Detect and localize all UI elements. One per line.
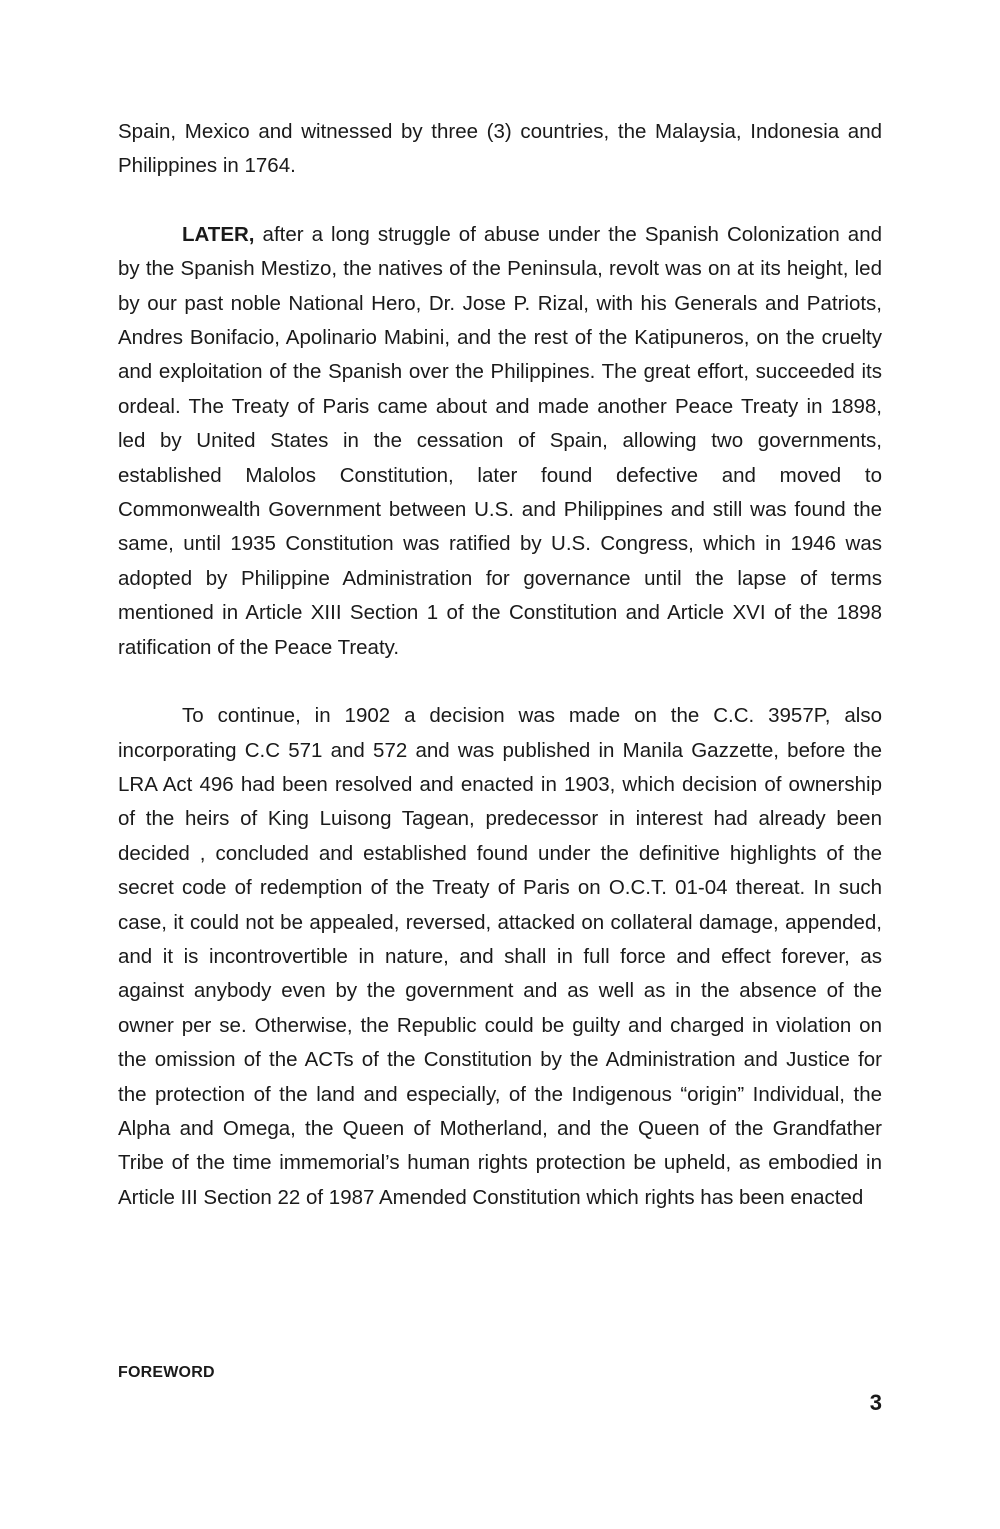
paragraph-1 bbox=[118, 115, 882, 184]
paragraph-2-lead: LATER, bbox=[182, 222, 255, 246]
footer-section-label: FOREWORD bbox=[118, 1364, 215, 1381]
paragraph-2-text: after a long struggle of abuse under the Spanish Colonization and by the Spanish Mestizo, the natives of the Peninsula, revolt was on at its height, led by our past noble National Hero, Dr. Jose P. Rizal, with his Generals and Patriots, Andres Bonifacio, Apolinario Mabini, and the rest of the Katipuneros, on the cruelty and exploitation of the Spanish over the Philippines. The great effort, succeeded its ordeal. The Treaty of Paris came about and made another Peace Treaty in 1898, led by United States in the cessation of Spain, allowing two governments, established Malolos Constitution, later found defective and moved to Commonwealth Government between U.S. and Philippines and still was found the same, until 1935 Constitution was ratified by U.S. Congress, which in 1946 was adopted by Philippine Administration for governance until the lapse of terms mentioned in Article XIII Section 1 of the Constitution and Article XVI of the 1898 ratification of the Peace Treaty. bbox=[118, 222, 882, 659]
page-number: 3 bbox=[869, 1390, 882, 1415]
paragraph-1-text: Spain, Mexico and witnessed by three (3) countries, the Malaysia, Indonesia and Philippines in 1764. bbox=[118, 120, 882, 178]
paragraph-3-text: To continue, in 1902 a decision was made on the C.C. 3957P, also incorporating C.C 571 and 572 and was published in Manila Gazzette, before the LRA Act 496 had been resolved and enacted in 1903, which decision of ownership of the heirs of King Luisong Tagean, predecessor in interest had already been decided , concluded and established found under the definitive highlights of the secret code of redemption of the Treaty of Paris on O.C.T. 01-04 thereat. In such case, it could not be appealed, reversed, attacked on collateral damage, appended, and it is incontrovertible in nature, and shall in full force and effect forever, as against anybody even by the government and as well as in the absence of the owner per se. Otherwise, the Republic could be guilty and charged in violation on the omission of the ACTs of the Constitution by the Administration and Justice for the protection of the land and especially, of the Indigenous “origin” Individual, the Alpha and Omega, the Queen of Motherland, and the Queen of the Grandfather Tribe of the time immemorial’s human rights protection be upheld, as embodied in Article III Section 22 of 1987 Amended Constitution which rights has been enacted bbox=[118, 704, 882, 1209]
paragraph-2 bbox=[118, 218, 882, 665]
document-body bbox=[118, 115, 882, 1215]
paragraph-3 bbox=[118, 699, 882, 1215]
